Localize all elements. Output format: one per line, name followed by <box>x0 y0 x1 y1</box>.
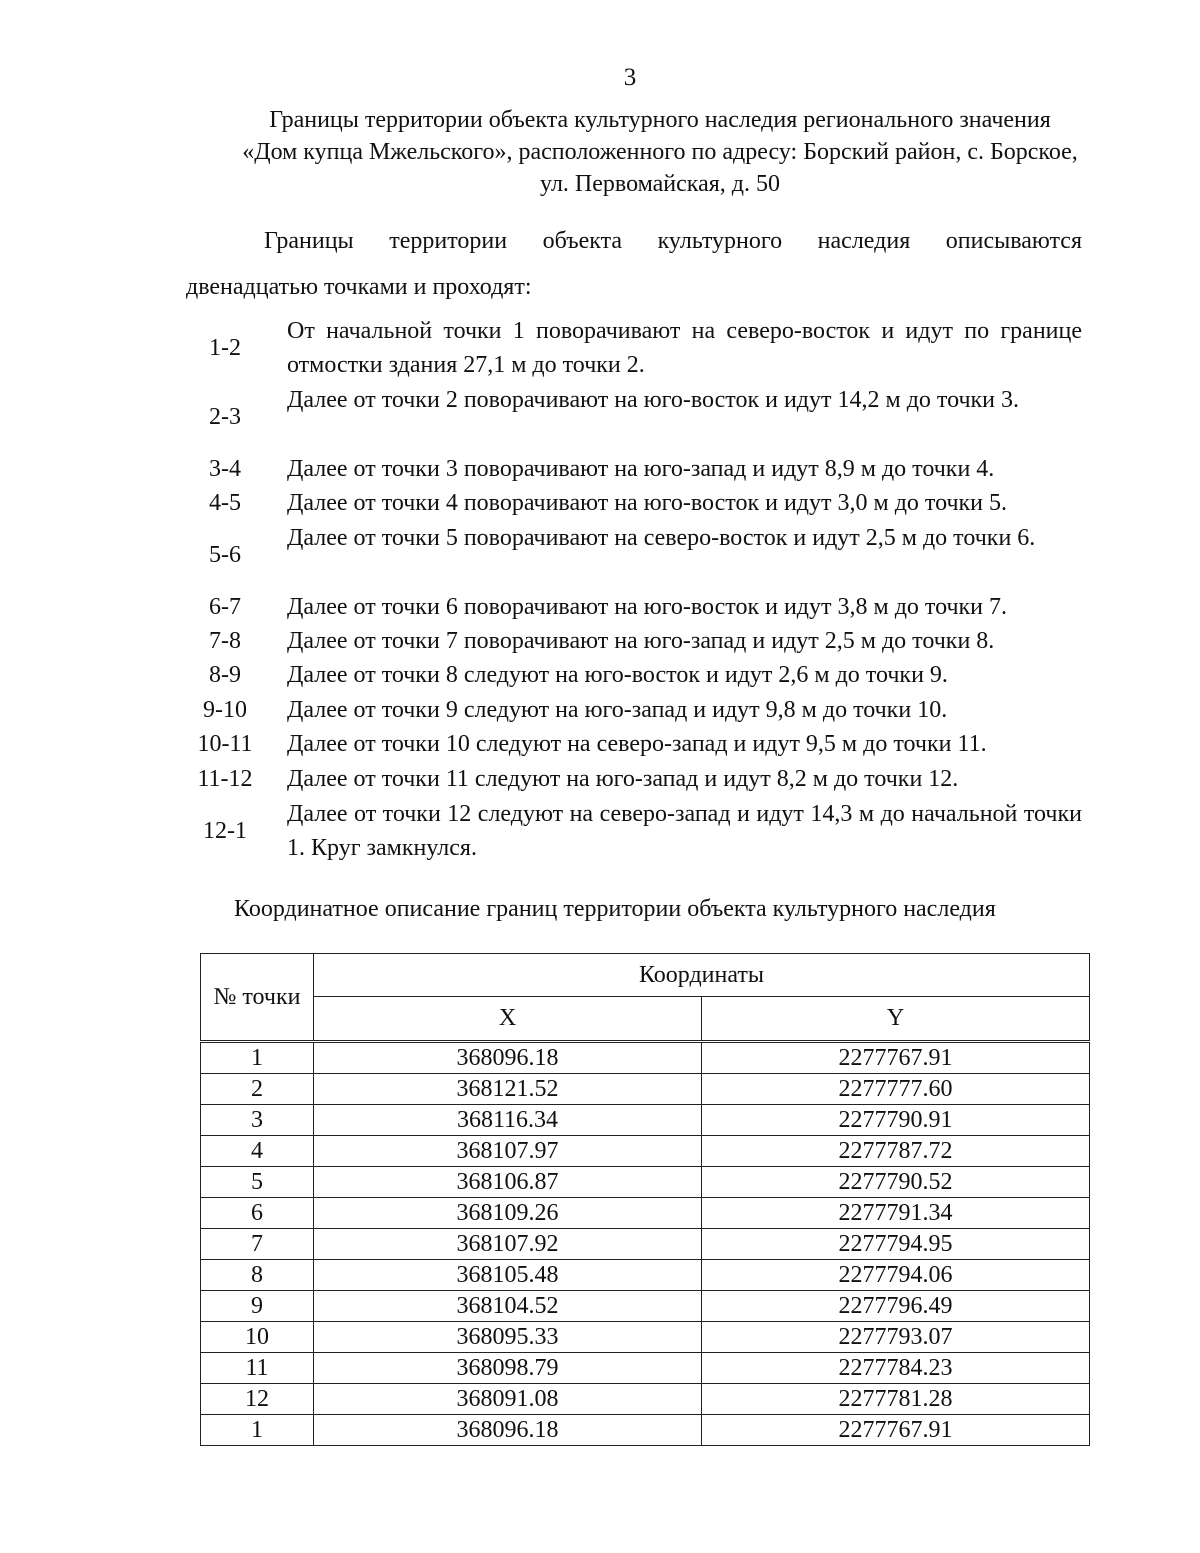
segment-id: 2-3 <box>209 404 241 430</box>
segment-text: Далее от точки 6 поворачивают на юго-восток и идут 3,8 м до точки 7. <box>287 594 1008 620</box>
table-row <box>201 1167 1090 1198</box>
cell-y: 2277787.72 <box>702 1136 1090 1167</box>
cell-point: 1 <box>201 1042 314 1074</box>
table-row <box>201 1229 1090 1260</box>
cell-y: 2277781.28 <box>702 1384 1090 1415</box>
cell-point: 8 <box>201 1260 314 1291</box>
segment-text: Далее от точки 7 поворачивают на юго-запад и идут 2,5 м до точки 8. <box>287 628 995 654</box>
cell-x: 368096.18 <box>314 1415 702 1446</box>
table-caption: Координатное описание границ территории объекта культурного наследия <box>234 896 996 922</box>
coordinates-table <box>200 953 1090 1446</box>
cell-y: 2277794.95 <box>702 1229 1090 1260</box>
table-row <box>201 1353 1090 1384</box>
segment-text: Далее от точки 9 следуют на юго-запад и идут 9,8 м до точки 10. <box>287 697 948 723</box>
title-line-3: ул. Первомайская, д. 50 <box>540 171 780 197</box>
table-row <box>201 1198 1090 1229</box>
segment-text: Далее от точки 10 следуют на северо-запад и идут 9,5 м до точки 11. <box>287 731 987 757</box>
cell-x: 368105.48 <box>314 1260 702 1291</box>
segment-text: Далее от точки 11 следуют на юго-запад и идут 8,2 м до точки 12. <box>287 766 959 792</box>
segment-id: 5-6 <box>209 542 241 568</box>
cell-x: 368107.97 <box>314 1136 702 1167</box>
cell-x: 368107.92 <box>314 1229 702 1260</box>
page-number: 3 <box>623 64 637 91</box>
table-row <box>201 1105 1090 1136</box>
segment-id: 11-12 <box>197 766 253 792</box>
cell-y: 2277784.23 <box>702 1353 1090 1384</box>
cell-x: 368116.34 <box>314 1105 702 1136</box>
cell-y: 2277791.34 <box>702 1198 1090 1229</box>
cell-y: 2277767.91 <box>702 1415 1090 1446</box>
segment-text: Далее от точки 2 поворачивают на юго-восток и идут 14,2 м до точки 3. <box>287 387 1020 413</box>
segment-id: 6-7 <box>209 594 241 620</box>
cell-x: 368106.87 <box>314 1167 702 1198</box>
intro-paragraph-line-1: Границы территории объекта культурного наследия описываются <box>264 228 1082 254</box>
cell-x: 368098.79 <box>314 1353 702 1384</box>
table-row <box>201 1322 1090 1353</box>
cell-point: 4 <box>201 1136 314 1167</box>
table-row <box>201 1074 1090 1105</box>
cell-y: 2277767.91 <box>702 1042 1090 1074</box>
table-row <box>201 1136 1090 1167</box>
table-row <box>201 1415 1090 1446</box>
cell-y: 2277790.91 <box>702 1105 1090 1136</box>
cell-y: 2277777.60 <box>702 1074 1090 1105</box>
title-line-1: Границы территории объекта культурного наследия регионального значения <box>269 107 1051 133</box>
cell-point: 6 <box>201 1198 314 1229</box>
table-row <box>201 1042 1090 1074</box>
cell-point: 7 <box>201 1229 314 1260</box>
column-header-point: № точки <box>201 954 314 1042</box>
table-row <box>201 1260 1090 1291</box>
segment-text: Далее от точки 8 следуют на юго-восток и идут 2,6 м до точки 9. <box>287 662 948 688</box>
cell-x: 368121.52 <box>314 1074 702 1105</box>
segment-text: От начальной точки 1 поворачивают на северо-восток и идут по границе отмостки здания 27,1 м до точки 2. <box>287 318 1082 378</box>
cell-y: 2277790.52 <box>702 1167 1090 1198</box>
title-line-2: «Дом купца Мжельского», расположенного по адресу: Борский район, с. Борское, <box>242 139 1078 165</box>
cell-x: 368109.26 <box>314 1198 702 1229</box>
cell-x: 368096.18 <box>314 1042 702 1074</box>
cell-point: 10 <box>201 1322 314 1353</box>
segment-id: 10-11 <box>197 731 253 757</box>
intro-paragraph-line-2: двенадцатью точками и проходят: <box>186 274 532 300</box>
cell-y: 2277794.06 <box>702 1260 1090 1291</box>
table-body <box>201 1042 1090 1446</box>
cell-point: 11 <box>201 1353 314 1384</box>
segment-id: 12-1 <box>203 818 247 844</box>
cell-x: 368095.33 <box>314 1322 702 1353</box>
segment-id: 4-5 <box>209 490 241 516</box>
cell-point: 5 <box>201 1167 314 1198</box>
segment-id: 8-9 <box>209 662 241 688</box>
segment-id: 7-8 <box>209 628 241 654</box>
segment-text: Далее от точки 12 следуют на северо-запад и идут 14,3 м до начальной точки 1. Круг замкнулся. <box>287 801 1082 861</box>
cell-point: 1 <box>201 1415 314 1446</box>
cell-point: 9 <box>201 1291 314 1322</box>
cell-point: 12 <box>201 1384 314 1415</box>
cell-y: 2277793.07 <box>702 1322 1090 1353</box>
table-row <box>201 1384 1090 1415</box>
segment-id: 3-4 <box>209 456 241 482</box>
table-row <box>201 1291 1090 1322</box>
cell-point: 2 <box>201 1074 314 1105</box>
cell-x: 368091.08 <box>314 1384 702 1415</box>
cell-point: 3 <box>201 1105 314 1136</box>
cell-x: 368104.52 <box>314 1291 702 1322</box>
segment-text: Далее от точки 5 поворачивают на северо-восток и идут 2,5 м до точки 6. <box>287 525 1036 551</box>
segment-text: Далее от точки 3 поворачивают на юго-запад и идут 8,9 м до точки 4. <box>287 456 995 482</box>
segment-text: Далее от точки 4 поворачивают на юго-восток и идут 3,0 м до точки 5. <box>287 490 1008 516</box>
column-header-coordinates: Координаты <box>314 954 1090 997</box>
column-header-y: Y <box>702 997 1090 1042</box>
column-header-x: X <box>314 997 702 1042</box>
segment-id: 1-2 <box>209 335 241 361</box>
cell-y: 2277796.49 <box>702 1291 1090 1322</box>
segment-id: 9-10 <box>203 697 247 723</box>
document-title <box>150 104 1170 200</box>
